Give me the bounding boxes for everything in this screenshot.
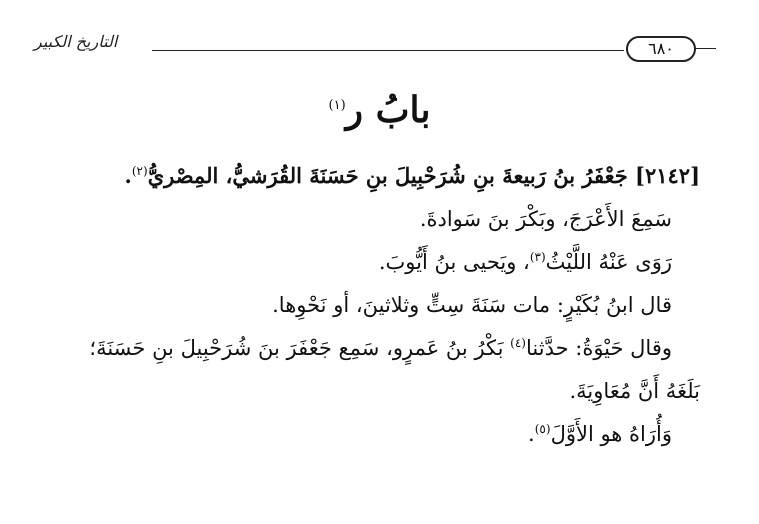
line-text: وَأُرَاهُ هو الأَوَّلَ bbox=[550, 422, 672, 446]
text-line bbox=[60, 322, 700, 365]
text-line bbox=[60, 236, 700, 279]
line-tail: بَكْرُ بنُ عَمرٍو، سَمِع جَعْفَرَ بنَ شُرَحْبِيلَ بنِ حَسَنَةَ؛ bbox=[89, 336, 511, 360]
page-number: ٦٨٠ bbox=[626, 36, 696, 62]
line-text: سَمِعَ الأَعْرَجَ، وبَكْرَ بنَ سَوادةَ. bbox=[419, 207, 672, 231]
text-line bbox=[60, 279, 700, 322]
line-tail: ، ويَحيى بنُ أَيُّوبَ. bbox=[378, 250, 530, 274]
text-line bbox=[60, 408, 700, 451]
text-line bbox=[60, 365, 700, 408]
line-tail: . bbox=[124, 163, 132, 188]
entry-heading-line bbox=[60, 150, 700, 193]
footnote-marker: (٤) bbox=[510, 336, 526, 350]
line-text: بَلَغَهُ أَنَّ مُعَاوِيَةَ. bbox=[569, 379, 700, 403]
book-title: التاريخ الكبير bbox=[34, 32, 118, 51]
footnote-marker: (١) bbox=[328, 98, 346, 113]
header-rule-tail bbox=[694, 48, 716, 49]
line-text: وقال حَيْوَةُ: حدَّثنا bbox=[525, 336, 672, 360]
chapter-title: بابُ ر bbox=[345, 89, 431, 131]
entry-body bbox=[60, 150, 700, 451]
running-header bbox=[34, 30, 719, 64]
footnote-marker: (٣) bbox=[529, 250, 546, 264]
line-text: رَوَى عَنْهُ اللَّيْثُ bbox=[545, 250, 672, 274]
footnote-marker: (٥) bbox=[534, 422, 551, 436]
header-rule bbox=[152, 50, 624, 51]
chapter-heading bbox=[0, 82, 759, 134]
line-text: [٢١٤٢] جَعْفَرُ بنُ رَبيعةَ بنِ شُرَحْبِيلَ بنِ حَسَنَةَ القُرَشيُّ، المِصْريُّ bbox=[147, 163, 700, 188]
text-line bbox=[60, 193, 700, 236]
footnote-marker: (٢) bbox=[131, 164, 148, 178]
line-text: قال ابنُ بُكَيْرٍ: مات سَنَةَ سِتٍّ وثلاثينَ، أو نَحْوِها. bbox=[272, 293, 672, 317]
line-tail: . bbox=[528, 422, 535, 446]
